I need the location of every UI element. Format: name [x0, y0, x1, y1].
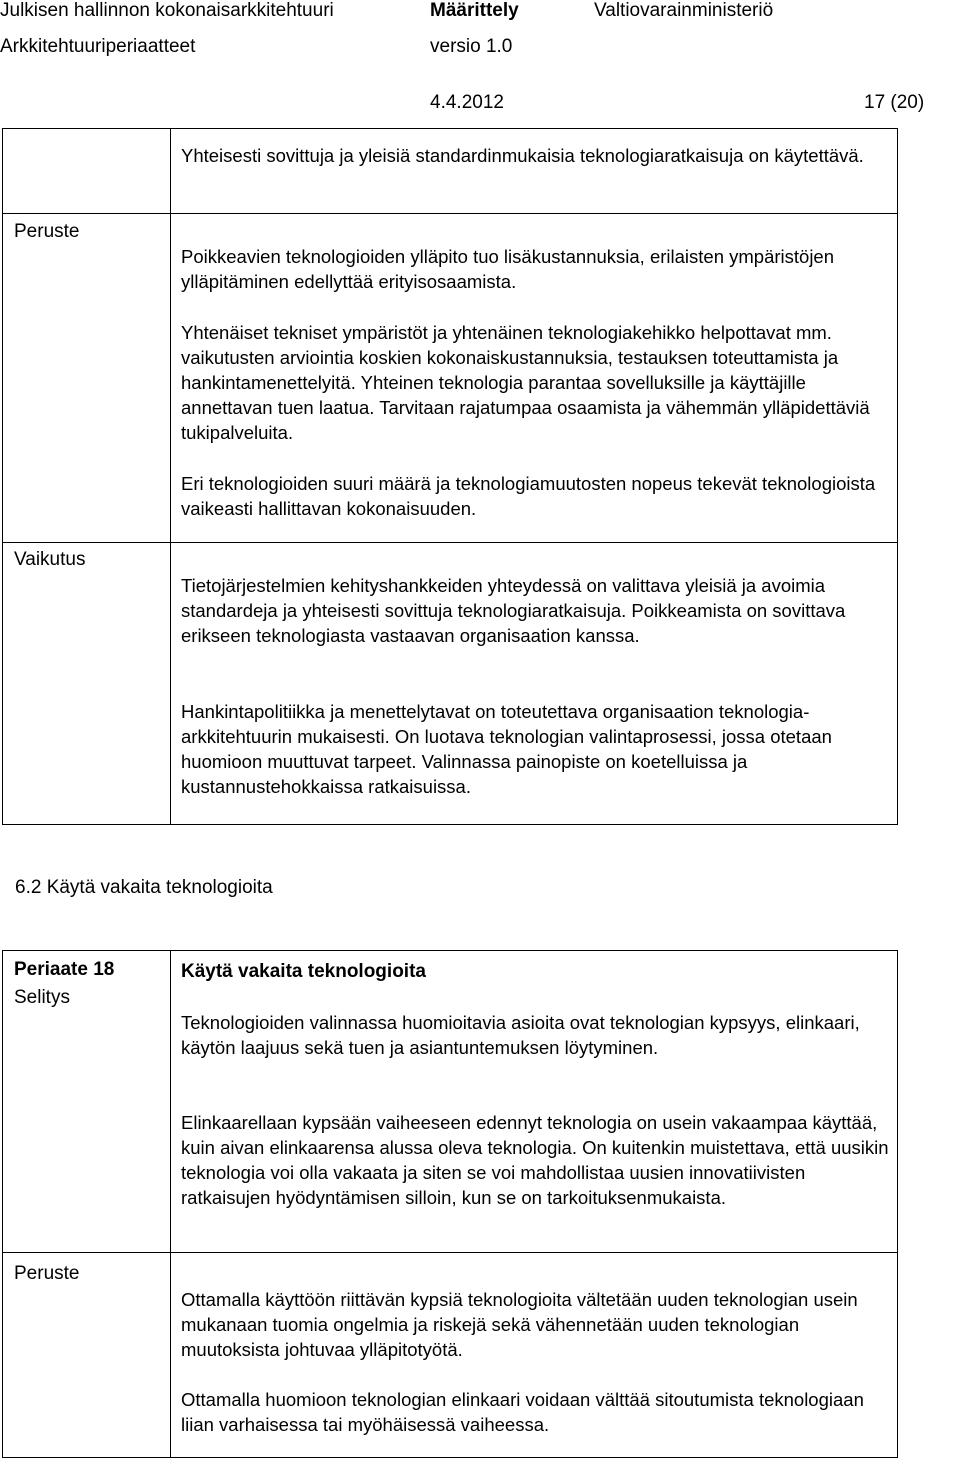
table1-column-divider: [170, 129, 171, 824]
table2-column-divider: [170, 951, 171, 1457]
table1-peruste-paragraph-2: Yhtenäiset tekniset ympäristöt ja yhtenäinen teknologiakehikko helpottavat mm. vaikutusten arviointia koskien kokonaiskustannuksia, testauksen toteuttamista ja hankintamenettelyitä. Yhteinen teknologia parantaa sovelluksille ja käyttäjille annettavan tuen laatua. Tarvitaan rajatumpaa osaamista ja vähemmän ylläpidettäviä tukipalveluita.: [181, 322, 870, 443]
table2-peruste-paragraph-2: Ottamalla huomioon teknologian elinkaari voidaan välttää sitoutumista teknologiaan liian varhaisessa tai myöhäisessä vaiheessa.: [181, 1389, 864, 1435]
header-org-title: Julkisen hallinnon kokonaisarkkitehtuuri: [0, 0, 334, 21]
table2-selitys-label: Selitys: [14, 987, 70, 1008]
section-heading: 6.2 Käytä vakaita teknologioita: [15, 877, 273, 898]
header-doc-status: Määrittely: [430, 0, 519, 21]
table1-peruste-paragraph-3: Eri teknologioiden suuri määrä ja teknologiamuutosten nopeus tekevät teknologioista vaikeasti hallittavan kokonaisuuden.: [181, 473, 876, 519]
header-date: 4.4.2012: [430, 92, 504, 113]
header-version: versio 1.0: [430, 36, 513, 57]
table2-peruste-paragraph-1: Ottamalla käyttöön riittävän kypsiä teknologioita vältetään uuden teknologian usein mukanaan tuomia ongelmia ja riskejä sekä vähennetään uuden teknologian muutoksista johtuvaa ylläpitotyötä.: [181, 1289, 858, 1360]
header-doc-name: Arkkitehtuuriperiaatteet: [0, 36, 196, 57]
principle-title: Käytä vakaita teknologioita: [181, 961, 426, 982]
table2-selitys-paragraph-2: Elinkaarellaan kypsään vaiheeseen edennyt teknologia on usein vakaampaa käyttää, kuin aivan elinkaarensa alussa oleva teknologia. On kuitenkin muistettava, että uusikin teknologia voi olla vakaata ja siten se voi mahdollistaa uusien innovatiivisten ratkaisujen hyödyntämisen silloin, kun se on tarkoituksenmukaista.: [181, 1112, 889, 1208]
table1-vaikutus-paragraph-1: Tietojärjestelmien kehityshankkeiden yhteydessä on valittava yleisiä ja avoimia standardeja ja yhteisesti sovittuja teknologiaratkaisuja. Poikkeamista on sovittava erikseen teknologiasta vastaavan organisaation kanssa.: [181, 575, 846, 646]
principle-number-label: Periaate 18: [14, 959, 115, 980]
table1-vaikutus-label: Vaikutus: [14, 549, 86, 570]
header-ministry: Valtiovarainministeriö: [594, 0, 774, 21]
header-page-number: 17 (20): [864, 92, 925, 113]
table1-vaikutus-paragraph-2: Hankintapolitiikka ja menettelytavat on toteutettava organisaation teknologia-arkkitehtuurin mukaisesti. On luotava teknologian valintaprosessi, jossa otetaan huomioon muuttuvat tarpeet. Valinnassa painopiste on koetelluissa ja kustannustehokkaissa ratkaisuissa.: [181, 701, 832, 797]
principle-table-continued: [2, 128, 898, 825]
table1-intro-text: Yhteisesti sovittuja ja yleisiä standardinmukaisia teknologiaratkaisuja on käytettävä.: [181, 145, 864, 166]
table1-row-divider-vaikutus: [3, 542, 897, 543]
table2-peruste-label: Peruste: [14, 1263, 80, 1284]
table2-row-divider-peruste: [3, 1252, 897, 1253]
table1-peruste-label: Peruste: [14, 221, 80, 242]
principle-18-table: [2, 950, 898, 1458]
table2-selitys-paragraph-1: Teknologioiden valinnassa huomioitavia asioita ovat teknologian kypsyys, elinkaari, käytön laajuus sekä tuen ja asiantuntemuksen löytyminen.: [181, 1012, 860, 1058]
table1-peruste-paragraph-1: Poikkeavien teknologioiden ylläpito tuo lisäkustannuksia, erilaisten ympäristöjen ylläpitäminen edellyttää erityisosaamista.: [181, 246, 835, 292]
table1-row-divider-peruste: [3, 213, 897, 214]
